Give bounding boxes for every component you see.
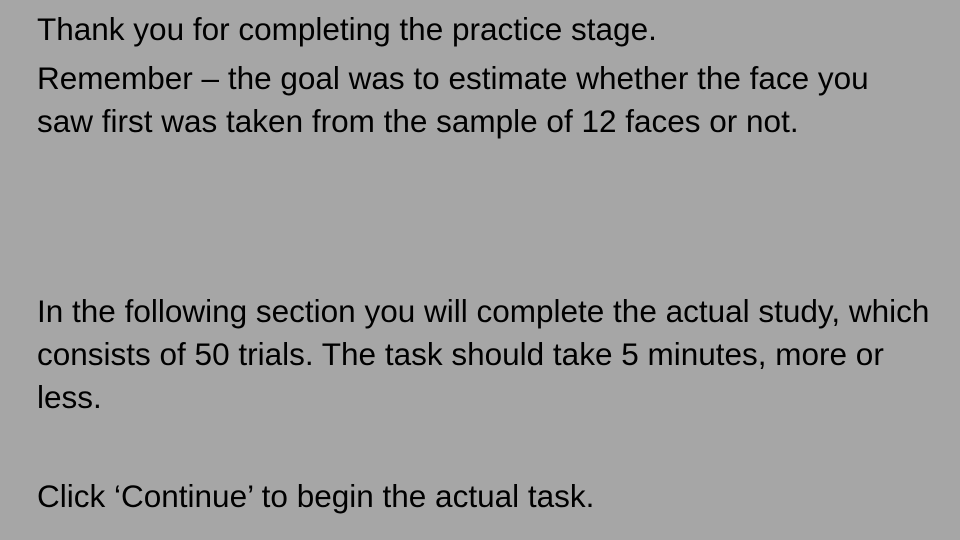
thanks-message: Thank you for completing the practice stage. [37, 11, 657, 47]
continue-prompt: Click ‘Continue’ to begin the actual task. [37, 478, 595, 514]
task-reminder: Remember – the goal was to estimate whether the face you saw first was taken from the sample of 12 faces or not. [37, 60, 869, 139]
study-info: In the following section you will complete the actual study, which consists of 50 trials. The task should take 5 minutes, more or less. [37, 293, 930, 415]
